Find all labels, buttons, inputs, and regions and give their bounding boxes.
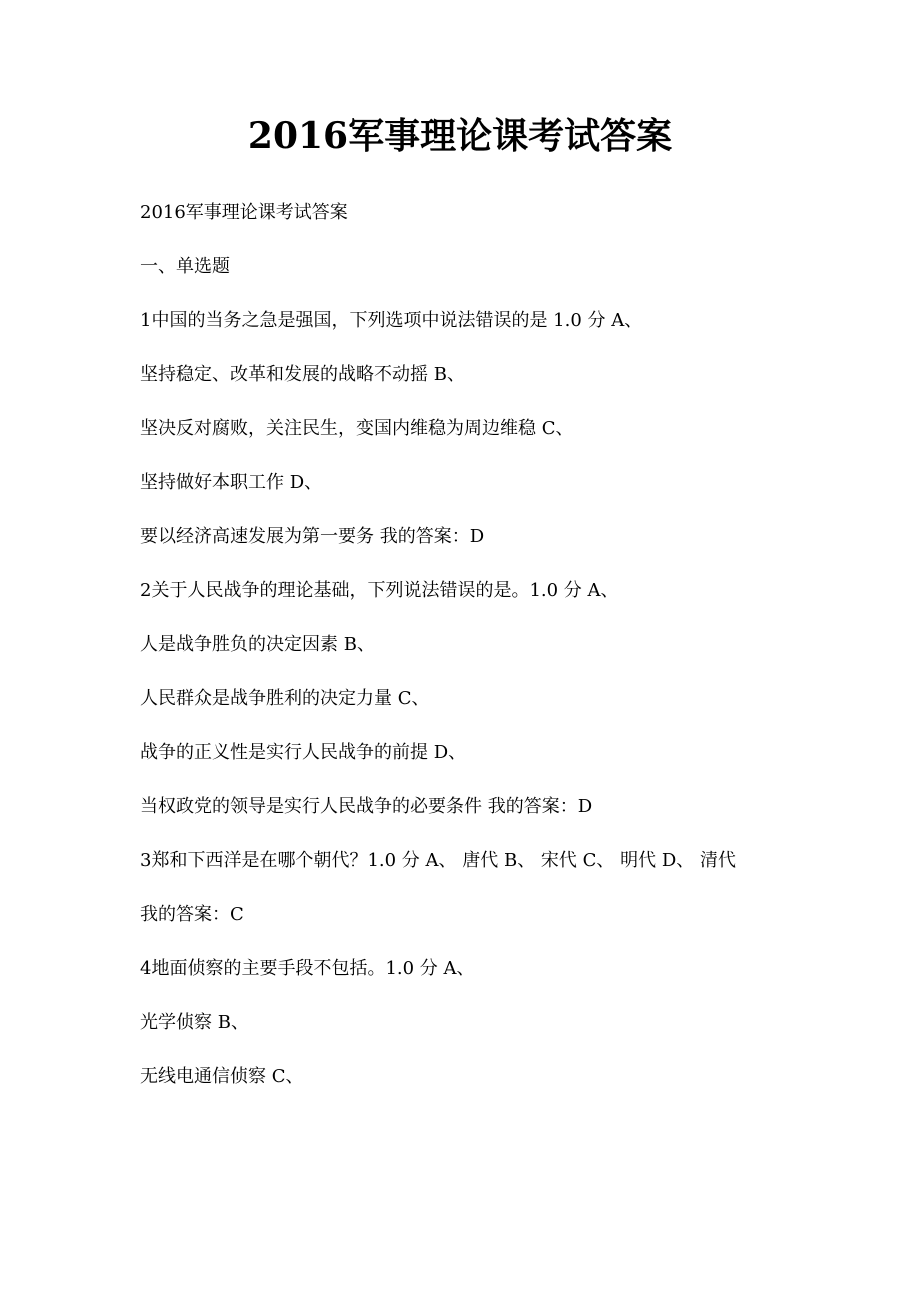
document-body — [140, 196, 790, 1114]
question-1-option-a: 坚持稳定、改革和发展的战略不动摇 B、 — [140, 364, 465, 385]
section-heading: 一、单选题 — [140, 256, 230, 277]
question-3-stem: 3郑和下西洋是在哪个朝代？1.0 分 A、 唐代 B、 宋代 C、 明代 D、 清代 — [140, 850, 737, 871]
question-2-option-a: 人是战争胜负的决定因素 B、 — [140, 634, 375, 655]
question-4-stem: 4地面侦察的主要手段不包括。1.0 分 A、 — [140, 958, 475, 979]
question-1-answer: 要以经济高速发展为第一要务 我的答案：D — [140, 526, 485, 547]
question-2-option-c: 战争的正义性是实行人民战争的前提 D、 — [140, 742, 467, 763]
question-1-option-c: 坚持做好本职工作 D、 — [140, 472, 323, 493]
subtitle-line: 2016军事理论课考试答案 — [140, 202, 348, 223]
question-2-stem: 2关于人民战争的理论基础，下列说法错误的是。1.0 分 A、 — [140, 580, 619, 601]
question-4-option-a: 光学侦察 B、 — [140, 1012, 249, 1033]
question-1-stem: 1中国的当务之急是强国，下列选项中说法错误的是 1.0 分 A、 — [140, 310, 643, 331]
question-2-answer: 当权政党的领导是实行人民战争的必要条件 我的答案：D — [140, 796, 593, 817]
document-title: 2016军事理论课考试答案 — [247, 115, 673, 157]
question-3-answer: 我的答案：C — [140, 904, 244, 925]
question-1-option-b: 坚决反对腐败，关注民生，变国内维稳为周边维稳 C、 — [140, 418, 574, 439]
question-2-option-b: 人民群众是战争胜利的决定力量 C、 — [140, 688, 430, 709]
question-4-option-b: 无线电通信侦察 C、 — [140, 1066, 304, 1087]
